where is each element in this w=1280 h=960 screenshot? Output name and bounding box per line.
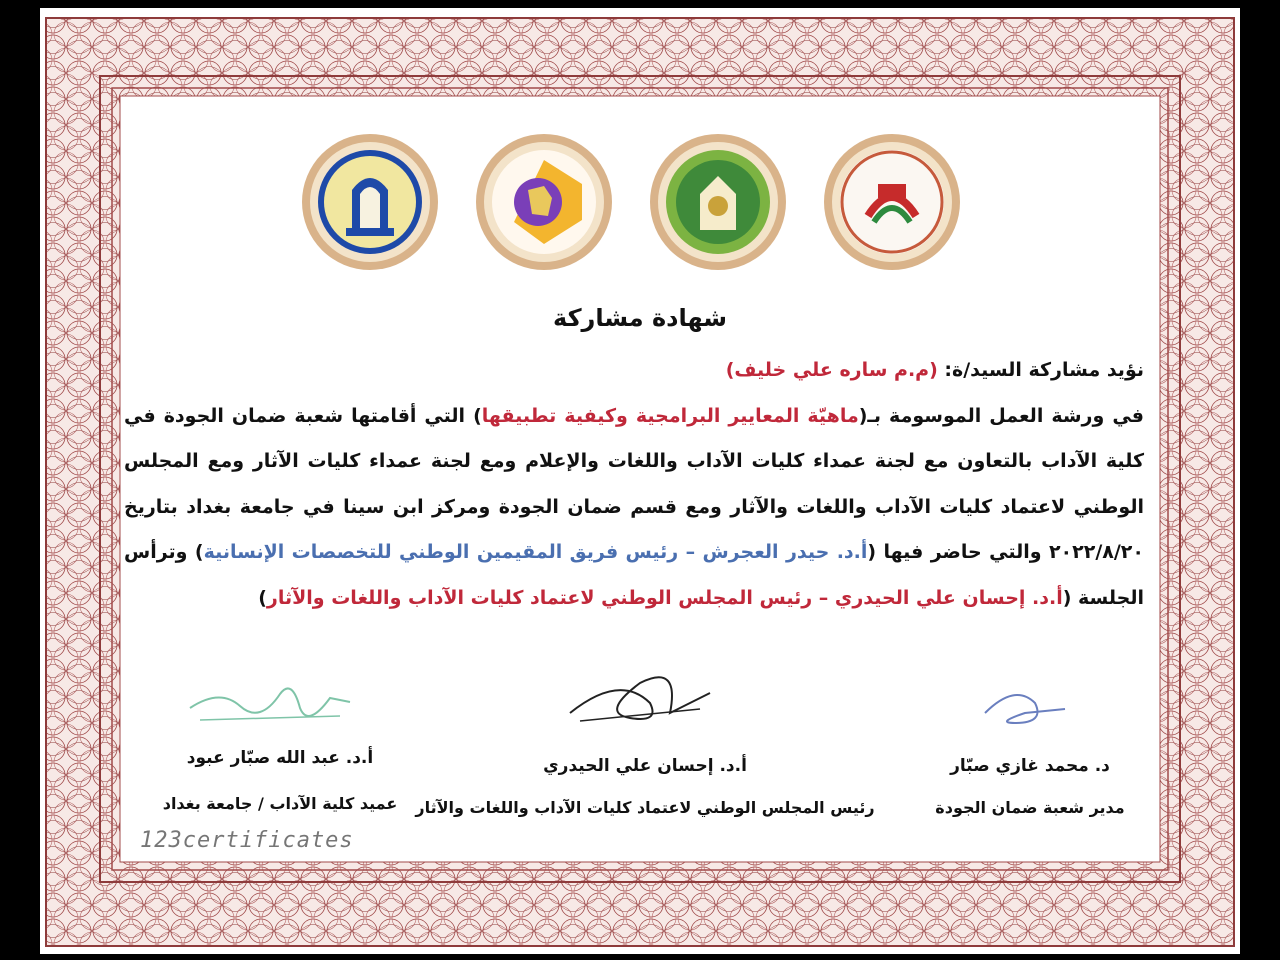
workshop-title: ماهيّة المعايير البرامجية وكيفية تطبيقها bbox=[481, 404, 859, 427]
session-chair: أ.د. إحسان علي الحيدري – رئيس المجلس الوطني لاعتماد كليات الآداب واللغات والآثار bbox=[266, 586, 1063, 609]
signatory-role: مدير شعبة ضمان الجودة bbox=[935, 798, 1125, 817]
paragraph-part-1: في ورشة العمل الموسومة بـ( bbox=[858, 404, 1144, 427]
signature-block-chair bbox=[410, 756, 880, 817]
logos-row bbox=[40, 132, 1240, 272]
watermark-text: 123certificates bbox=[140, 828, 354, 853]
certificate-paragraph bbox=[124, 394, 1144, 622]
recipient-line bbox=[124, 348, 1144, 394]
signature-block-director bbox=[920, 756, 1140, 817]
signatory-role: رئيس المجلس الوطني لاعتماد كليات الآداب واللغات والآثار bbox=[415, 798, 875, 817]
university-of-baghdad-logo bbox=[300, 132, 440, 272]
college-of-arts-logo bbox=[648, 132, 788, 272]
signature-director-image bbox=[965, 673, 1085, 743]
recipient-name: (م.م ساره علي خليف) bbox=[725, 359, 938, 381]
paragraph-part-3: ) وترأس الجلسة ( bbox=[124, 541, 1144, 609]
signature-dean-image bbox=[180, 668, 360, 738]
signatory-name: أ.د. إحسان علي الحيدري bbox=[543, 756, 747, 776]
certificate-page bbox=[40, 8, 1240, 954]
signature-chair-image bbox=[560, 663, 730, 743]
paragraph-part-2: ) التي أقامتها شعبة ضمان الجودة في كلية الآداب بالتعاون مع لجنة عمداء كليات الآداب واللغات والإعلام ومع لجنة عمداء كليات الآثار ومع المجلس الوطني لاعتماد كليات الآداب واللغات والآثار ومع قسم ضمان الجودة ومركز ابن سينا في جامعة بغداد بتاريخ ٢٠٢٢/٨/٢٠ والتي حاضر فيها ( bbox=[124, 404, 1144, 563]
signatory-name: أ.د. عبد الله صبّار عبود bbox=[186, 748, 374, 768]
recipient-prefix: نؤيد مشاركة السيد/ة: bbox=[937, 359, 1144, 381]
signatory-name: د. محمد غازي صبّار bbox=[950, 756, 1110, 776]
iraq-map-logo bbox=[474, 132, 614, 272]
lecturer-name: أ.د. حيدر العجرش – رئيس فريق المقيمين الوطني للتخصصات الإنسانية bbox=[203, 541, 868, 563]
ministry-of-higher-education-logo bbox=[822, 132, 962, 272]
certificate-title: شهادة مشاركة bbox=[553, 304, 727, 332]
signature-block-dean bbox=[150, 748, 410, 813]
certificate-body bbox=[124, 348, 1144, 621]
paragraph-part-4: ) bbox=[258, 586, 267, 609]
signatory-role: عميد كلية الآداب / جامعة بغداد bbox=[162, 794, 398, 813]
